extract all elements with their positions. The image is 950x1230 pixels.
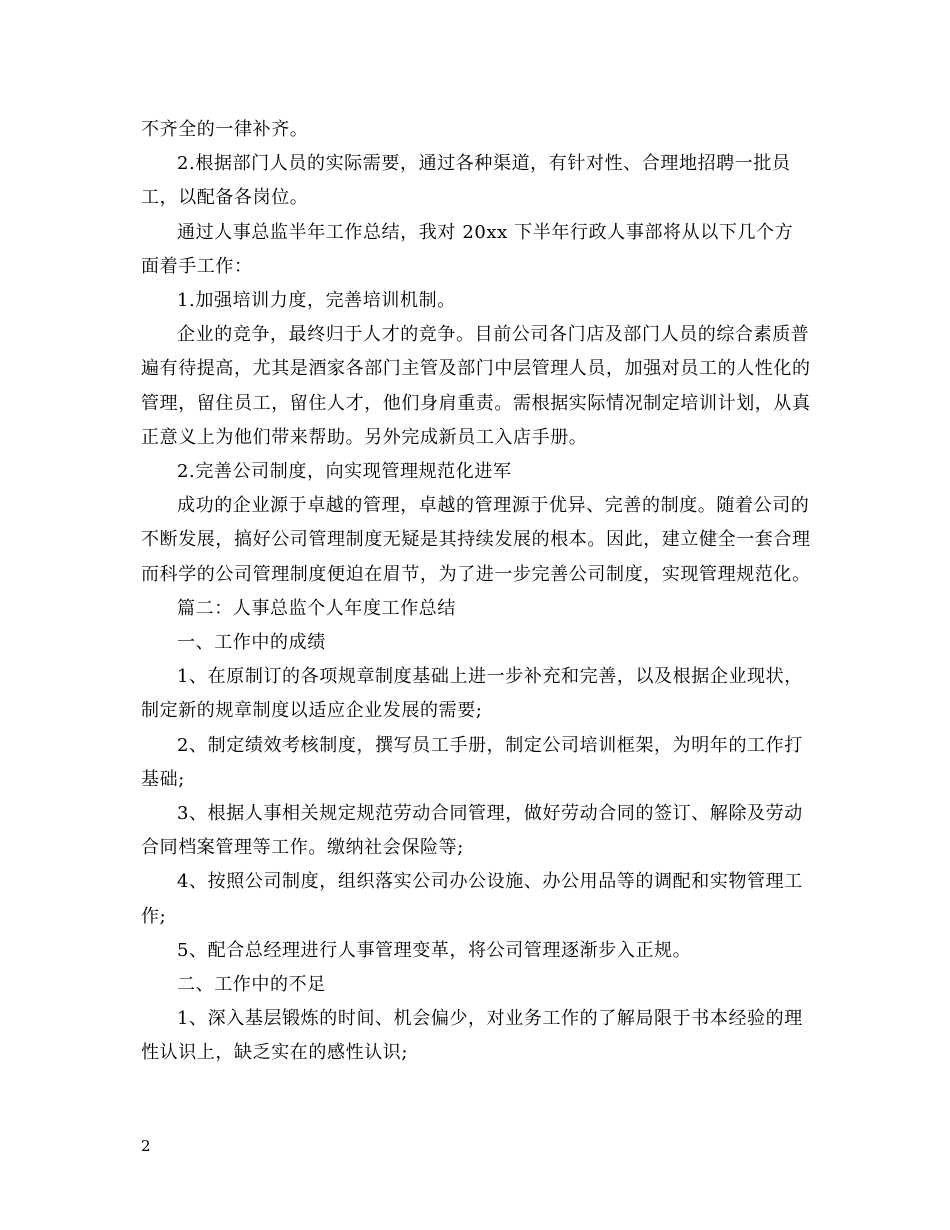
list-item: 1、深入基层锻炼的时间、机会偏少，对业务工作的了解局限于书本经验的理性认识上，缺乏实在的感性认识; [141,1008,803,1064]
paragraph: 成功的企业源于卓越的管理，卓越的管理源于优异、完善的制度。随着公司的不断发展，搞好公司管理制度无疑是其持续发展的根本。因此，建立健全一套合理而科学的公司管理制度便迫在眉节，为了进一步完善公司制度，实现管理规范化。 [141,495,811,585]
document-body [141,113,811,1071]
paragraph: 2.根据部门人员的实际需要，通过各种渠道，有针对性、合理地招聘一批员工，以配备各岗位。 [141,153,791,209]
list-item: 3、根据人事相关规定规范劳动合同管理，做好劳动合同的签订、解除及劳动合同档案管理等工作。缴纳社会保险等; [141,803,803,859]
section-heading: 一、工作中的成绩 [177,632,326,654]
paragraph: 不齐全的一律补齐。 [141,119,309,140]
paragraph: 通过人事总监半年工作总结，我对 20xx 下半年行政人事部将从以下几个方面着手工作： [141,221,794,277]
list-item: 2、制定绩效考核制度，撰写员工手册，制定公司培训框架，为明年的工作打基础; [141,734,803,790]
page-number: 2 [141,1137,151,1155]
section-heading: 2.完善公司制度，向实现管理规范化进军 [177,461,512,483]
paragraph: 企业的竞争，最终归于人才的竞争。目前公司各门店及部门人员的综合素质普遍有待提高，尤其是酒家各部门主管及部门中层管理人员，加强对员工的人性化的管理，留住员工，留住人才，他们身肩重责。需根据实际情况制定培训计划，从真正意义上为他们带来帮助。另外完成新员工入店手册。 [141,324,811,448]
list-item: 1、在原制订的各项规章制度基础上进一步补充和完善，以及根据企业现状，制定新的规章制度以适应企业发展的需要; [141,666,803,722]
list-item: 4、按照公司制度，组织落实公司办公设施、办公用品等的调配和实物管理工作; [141,871,803,927]
section-heading: 二、工作中的不足 [177,974,326,996]
paragraph: 1.加强培训力度，完善培训机制。 [177,290,456,312]
article-heading: 篇二：人事总监个人年度工作总结 [177,597,456,619]
list-item: 5、配合总经理进行人事管理变革，将公司管理逐渐步入正规。 [177,939,692,961]
